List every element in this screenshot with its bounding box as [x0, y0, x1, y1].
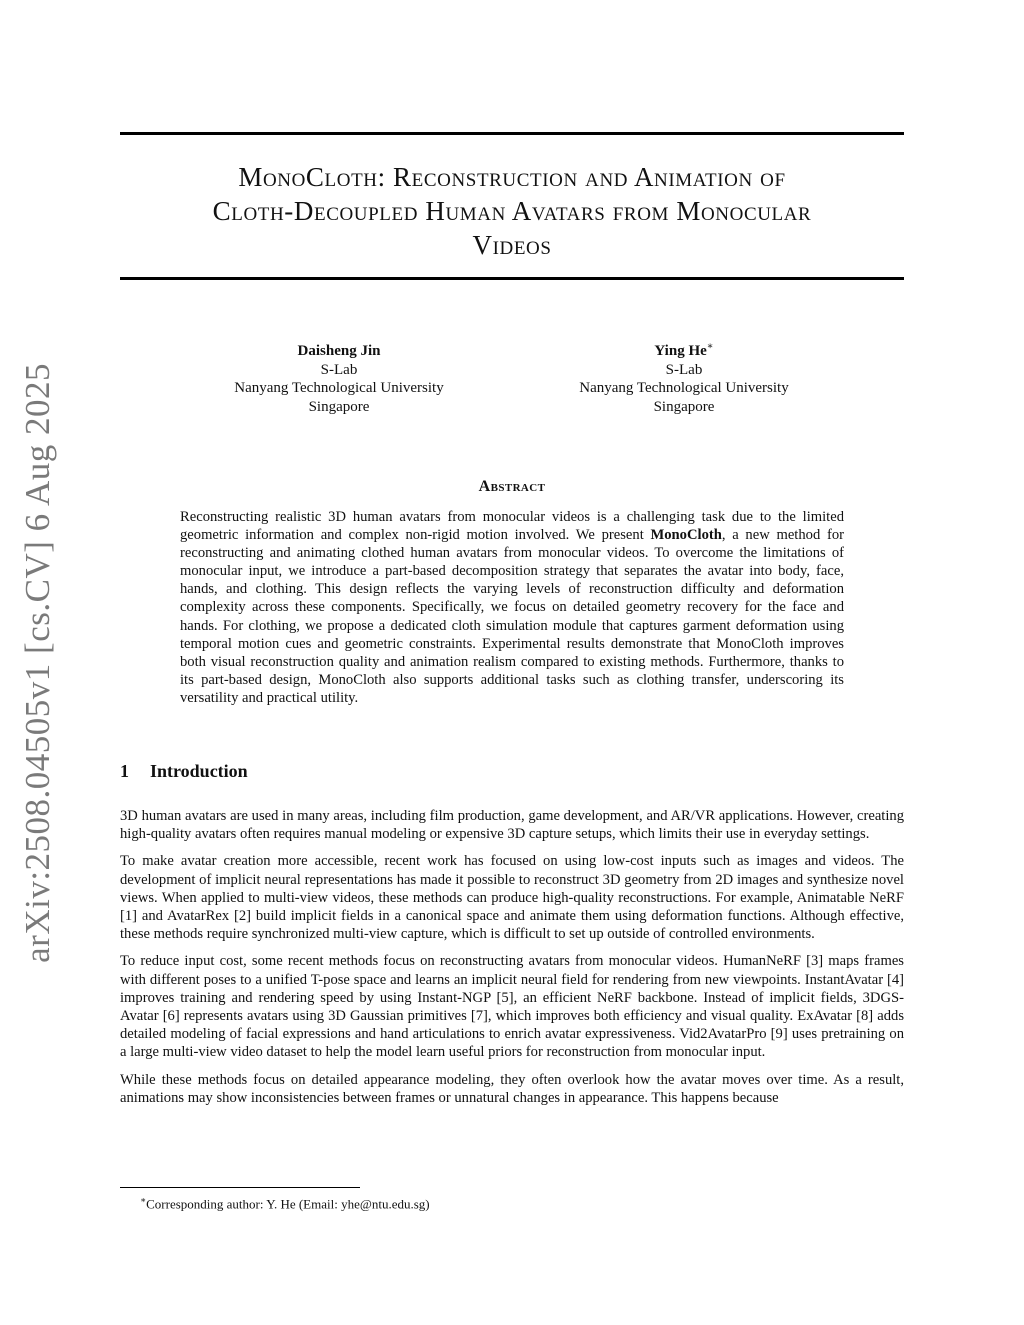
- author-2-name: Ying He: [654, 343, 707, 359]
- author-2-corresponding-mark: ∗: [706, 341, 714, 352]
- author-1-location: Singapore: [308, 398, 370, 415]
- intro-paragraph-2: To make avatar creation more accessible, recent work has focused on using low-cost inputs such as images and videos. The development of implicit neural representations has made it possible to reconstruct 3D geometry from 2D images and synthesize novel views. When applied to multi-view videos, these methods can produce high-quality reconstructions. For example, Animatable NeRF [1] and AvatarRex [2] build implicit fields in a canonical space and animate them using deformation functions. Although effective, these methods require synchronized multi-view capture, which is difficult to set up outside of controlled environments.: [120, 853, 904, 943]
- section-title: Introduction: [150, 761, 248, 781]
- title-line-3: Videos: [472, 230, 552, 260]
- author-2-institution: Nanyang Technological University: [579, 380, 789, 396]
- footnote: [140, 1192, 430, 1212]
- arxiv-identifier-stamp: [2, 362, 74, 963]
- author-1-name: Daisheng Jin: [297, 343, 381, 359]
- abstract-text-rest: , a new method for reconstructing and animating clothed human avatars from monocular videos. To overcome the limitations of monocular input, we introduce a part-based decomposition strategy that separates the avatar into body, face, hands, and clothing. This design reflects the varying levels of reconstruction difficulty and deformation complexity across these components. Specifically, we focus on detailed geometry recovery for the face and hands. For clothing, we propose a dedicated cloth simulation module that captures garment deformation using temporal motion cues and geometric constraints. Experimental results demonstrate that MonoCloth improves both visual reconstruction quality and animation realism compared to existing methods. Furthermore, thanks to its part-based design, MonoCloth also supports additional tasks such as clothing transfer, underscoring its versatility and practical utility.: [180, 527, 844, 706]
- author-1-lab: S-Lab: [320, 361, 358, 378]
- footnote-rule: [120, 1187, 360, 1188]
- abstract-text: [180, 508, 844, 707]
- intro-paragraph-1: 3D human avatars are used in many areas, including film production, game development, and AR/VR applications. However, creating high-quality avatars often requires manual modeling or expensive 3D capture setups, which limits their use in everyday settings.: [120, 808, 904, 843]
- author-2: [524, 338, 844, 416]
- title-line-2: Cloth-Decoupled Human Avatars from Monocular: [212, 196, 812, 226]
- author-2-location: Singapore: [653, 398, 715, 415]
- arxiv-identifier-text: arXiv:2508.04505v1 [cs.CV] 6 Aug 2025: [18, 362, 57, 963]
- author-1-institution: Nanyang Technological University: [234, 380, 444, 396]
- section-heading-introduction: [120, 761, 248, 782]
- paper-title: [120, 160, 904, 262]
- author-1: [179, 338, 499, 416]
- abstract-heading: Abstract: [478, 478, 546, 495]
- author-2-lab: S-Lab: [665, 361, 703, 378]
- section-number: 1: [120, 761, 129, 781]
- title-line-1: MonoCloth: Reconstruction and Animation of: [238, 162, 786, 192]
- title-bottom-rule: [120, 277, 904, 280]
- intro-paragraph-4: While these methods focus on detailed appearance modeling, they often overlook how the avatar moves over time. As a result, animations may show inconsistencies between frames or unnatural changes in appearance. This happens because: [120, 1071, 904, 1106]
- footnote-text: Corresponding author: Y. He (Email: yhe@ntu.edu.sg): [146, 1196, 430, 1212]
- abstract-method-name: MonoCloth: [650, 527, 722, 544]
- intro-paragraph-3: To reduce input cost, some recent methods focus on reconstructing avatars from monocular videos. HumanNeRF [3] maps frames with different poses to a unified T-pose space and learns an implicit neural field for rendering from new viewpoints. InstantAvatar [4] improves training and rendering speed by using Instant-NGP [5], an efficient NeRF backbone. Instead of implicit fields, 3DGS-Avatar [6] represents avatars using 3D Gaussian primitives [7], which improves both efficiency and visual quality. ExAvatar [8] adds detailed modeling of facial expressions and hand articulations to enrich avatar expressiveness. Vid2AvatarPro [9] uses pretraining on a large multi-view video dataset to help the model learn useful priors for reconstruction from monocular input.: [120, 953, 904, 1061]
- footnote-mark: ∗: [140, 1195, 147, 1205]
- title-top-rule: [120, 132, 904, 135]
- introduction-body: [120, 807, 904, 1116]
- abstract-text-start: Reconstructing realistic 3D human avatars from monocular videos is a challenging task due to the limited geometric information and complex non-rigid motion involved. We present: [180, 509, 844, 544]
